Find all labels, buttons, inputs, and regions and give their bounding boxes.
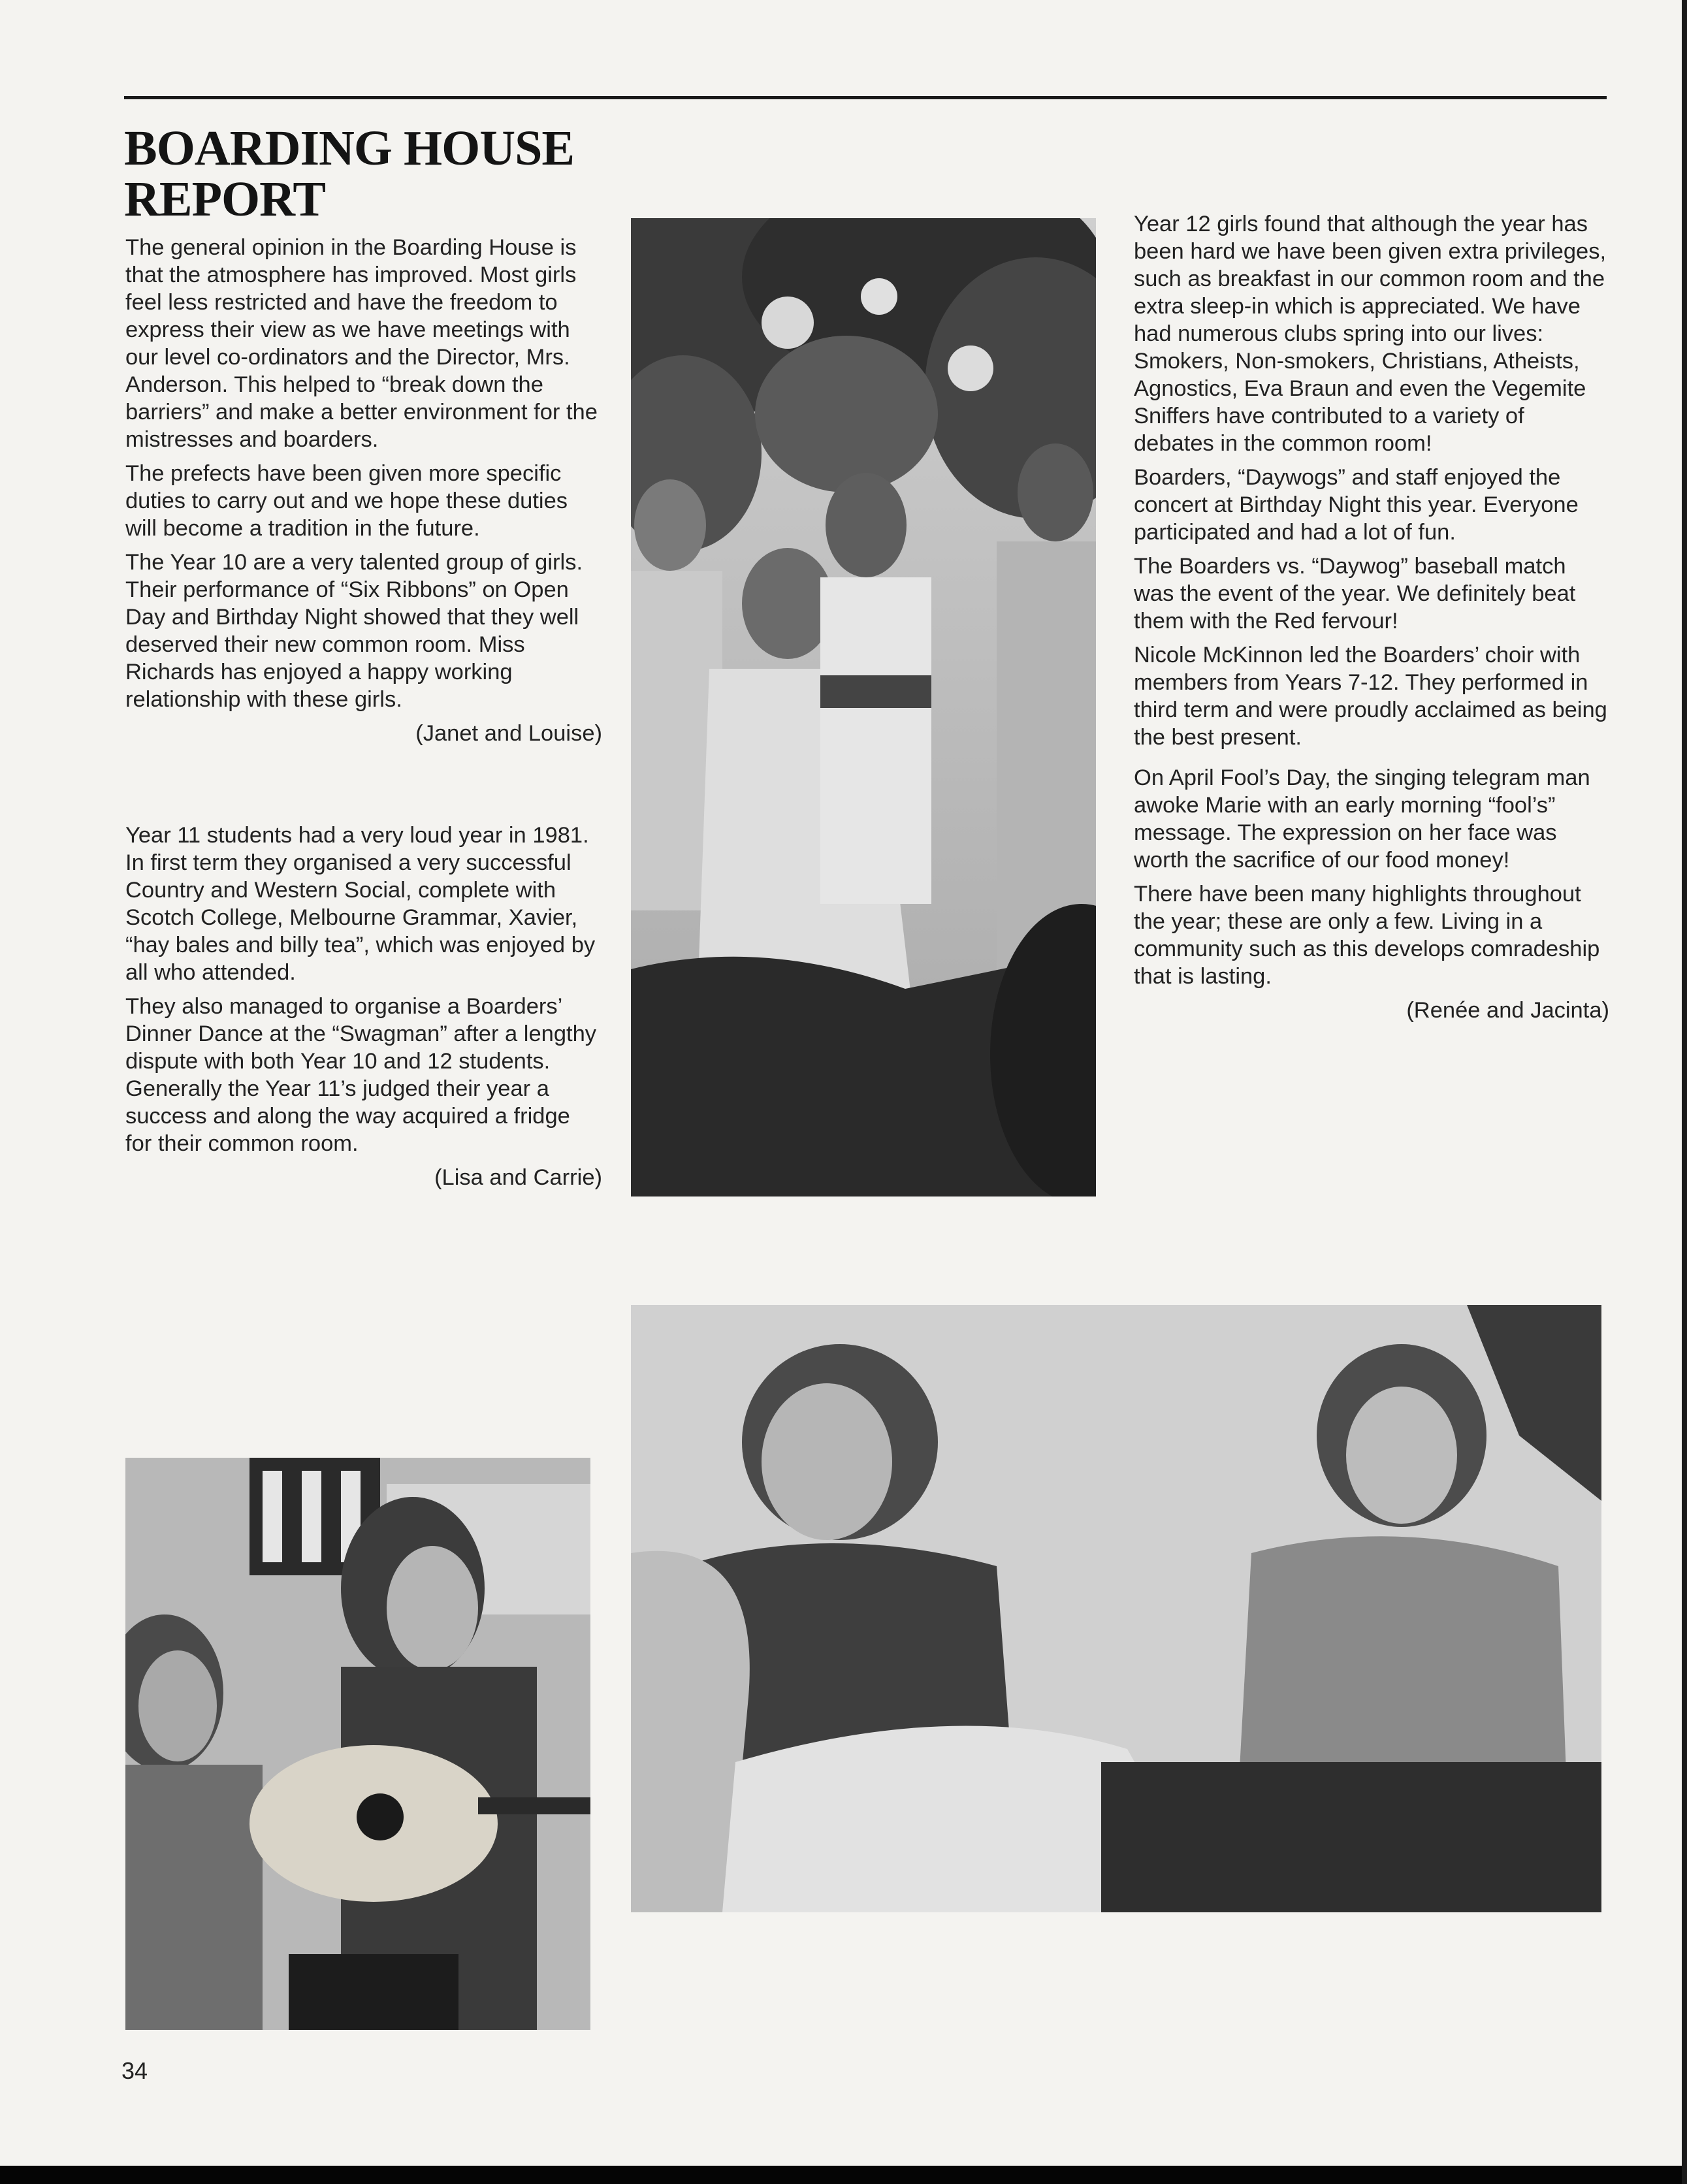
paragraph: The general opinion in the Boarding House is that the atmosphere has improved. Most girls feel less restricted and have the freedom to express their view as we have meetings with our level co-ordinators and the Director, Mrs. Anderson. This helped to “break down the barriers” and make a better environment for the mistresses and boarders.: [125, 235, 598, 452]
paragraph: Nicole McKinnon led the Boarders’ choir with members from Years 7-12. They performed in third term and were proudly acclaimed as being the best present.: [1134, 643, 1607, 750]
group-photo: [631, 218, 1096, 1196]
page-title: [124, 123, 634, 225]
paragraph: There have been many highlights throughout the year; these are only a few. Living in a community such as this develops comradeship that is lasting.: [1134, 882, 1600, 989]
right-edge: [1682, 0, 1687, 2184]
paragraph: Year 12 girls found that although the year has been hard we have been given extra privileges, such as breakfast in our common room and the extra sleep-in which is appreciated. We have had numerous clubs spring into our lives: Smokers, Non-smokers, Christians, Atheists, Agnostics, Eva Braun and even the Vegemite Sniffers have contributed to a variety of debates in the common room!: [1134, 212, 1607, 456]
guitar-photo: [125, 1458, 590, 2030]
paragraph: On April Fool’s Day, the singing telegram man awoke Marie with an early morning “fool’s” message. The expression on her face was worth the sacrifice of our food money!: [1134, 765, 1590, 873]
left-column-section-2: [125, 822, 602, 1198]
bedroom-photo: [631, 1305, 1601, 1912]
page-number: 34: [121, 2057, 148, 2084]
paragraph: Year 11 students had a very loud year in 1981. In first term they organised a very successful Country and Western Social, complete with Scotch College, Melbourne Grammar, Xavier, “hay bales and billy tea”, which was enjoyed by all who attended.: [125, 823, 596, 985]
top-rule: [124, 96, 1607, 99]
paragraph: The Year 10 are a very talented group of girls. Their performance of “Six Ribbons” on Open Day and Birthday Night showed that they well deserved their new common room. Miss Richards has enjoyed a happy working relationship with these girls.: [125, 550, 583, 712]
bottom-edge: [0, 2166, 1687, 2184]
paragraph: Boarders, “Daywogs” and staff enjoyed the concert at Birthday Night this year. Everyone participated and had a lot of fun.: [1134, 465, 1579, 545]
paragraph: They also managed to organise a Boarders’ Dinner Dance at the “Swagman” after a lengthy dispute with both Year 10 and 12 students. Generally the Year 11’s judged their year a success and along the way acquired a fridge for their common room.: [125, 994, 597, 1156]
left-column-section-1: [125, 234, 602, 754]
title-line-1: BOARDING HOUSE: [124, 121, 575, 176]
signature: (Lisa and Carrie): [434, 1165, 602, 1190]
title-line-2: REPORT: [124, 172, 326, 227]
right-column: [1134, 210, 1609, 1031]
signature: (Janet and Louise): [415, 721, 602, 746]
paragraph: The Boarders vs. “Daywog” baseball match was the event of the year. We definitely beat them with the Red fervour!: [1134, 554, 1576, 634]
signature: (Renée and Jacinta): [1406, 998, 1609, 1023]
paragraph: The prefects have been given more specific duties to carry out and we hope these duties will become a tradition in the future.: [125, 461, 568, 541]
